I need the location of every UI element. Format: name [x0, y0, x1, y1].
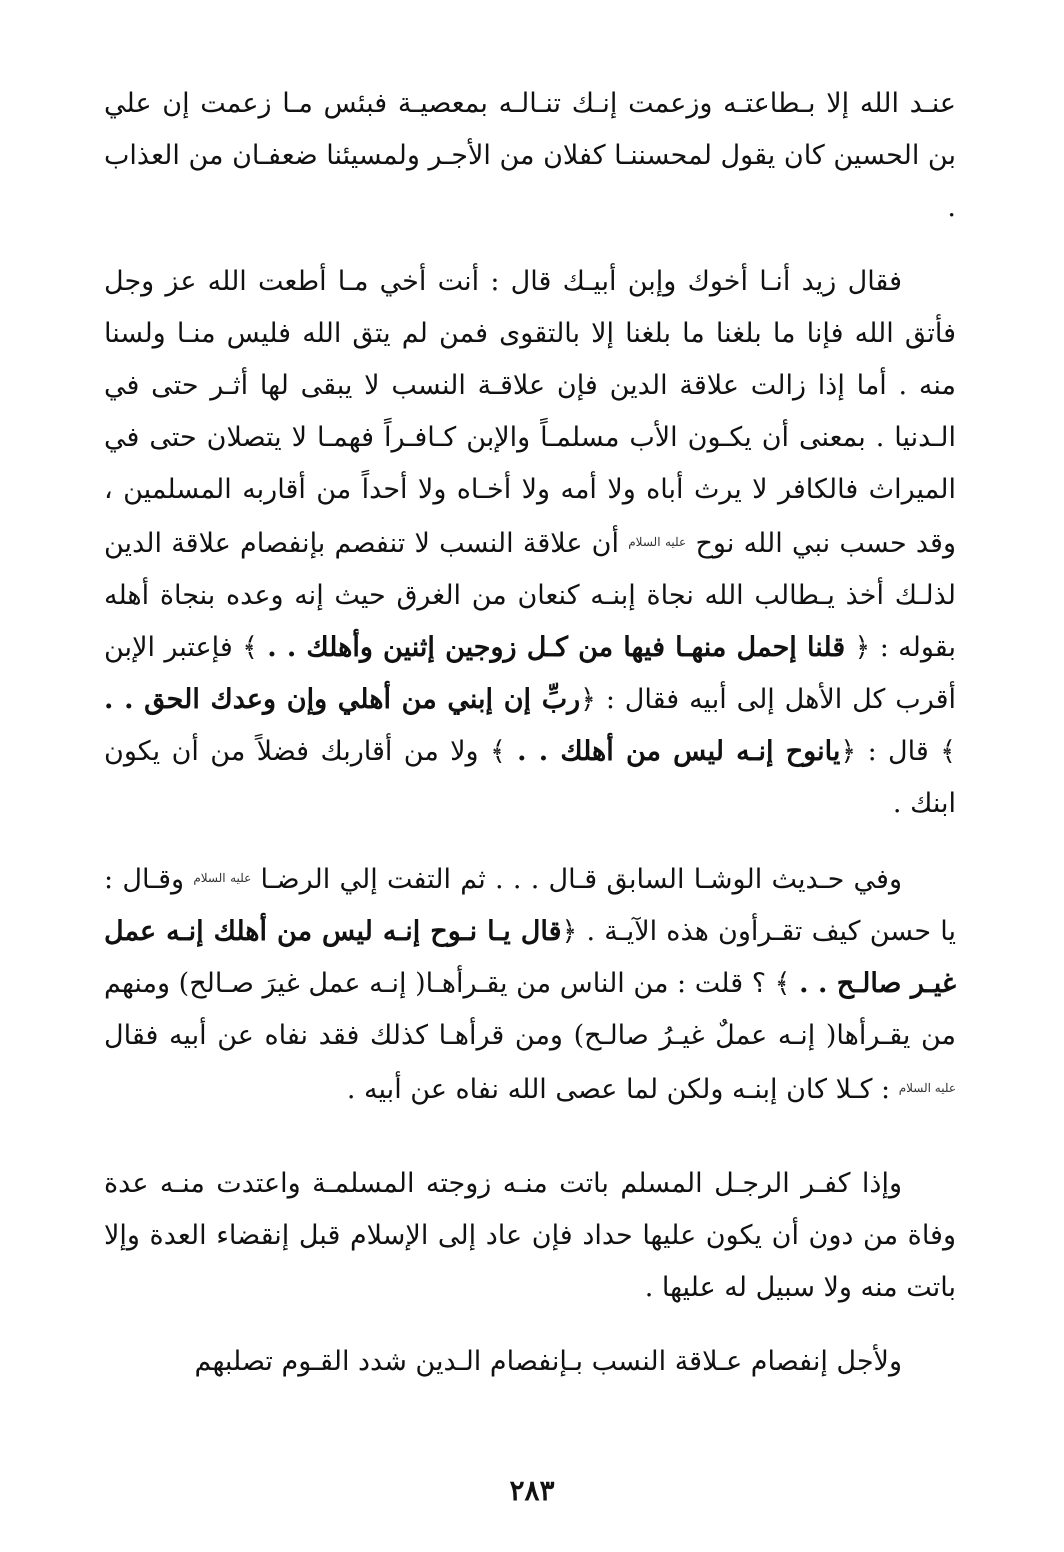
honorific-symbol: عليه السلام	[193, 871, 252, 885]
quran-quote: قال يـا نـوح إنـه ليس من أهلك إنـه عمل غيـر صالـح . .	[104, 916, 956, 999]
honorific-symbol: عليه السلام	[628, 535, 687, 549]
honorific-symbol: عليه السلام	[898, 1081, 956, 1095]
text-segment: وإذا كفـر الرجـل المسلم باتت منـه زوجته المسلمـة واعتدت منـه عدة وفاة من دون أن يكون عليها حداد فإن عاد إلى الإسلام قبل إنقضاء العدة وإلا باتت منه ولا سبيل له عليها .	[104, 1168, 956, 1303]
paragraph-1	[104, 78, 956, 234]
text-segment: وقـال : يا حسن كيف تقـرأون هذه الآيـة . ﴿	[104, 864, 956, 947]
page-number: ٢٨٣	[509, 1474, 555, 1507]
paragraph-2	[104, 256, 956, 830]
text-segment: ولأجل إنفصام عـلاقة النسب بـإنفصام الـدين شدد القـوم تصلبهم	[194, 1346, 902, 1377]
text-segment: : كـلا كان إبنـه ولكن لما عصى الله نفاه عن أبيه .	[346, 1074, 899, 1105]
page-body	[104, 78, 956, 1388]
text-segment: ﴾ فإعتبر الإبن أقرب كل الأهل إلى أبيه فقال : ﴿	[104, 632, 956, 715]
text-segment: عنـد الله إلا بـطاعتـه وزعمت إنـك تنـالـه بمعصيـة فبئس مـا زعمت إن علي بن الحسين كان يقول لمحسننـا كفلان من الأجـر ولمسيئنا ضعفـان من العذاب .	[104, 88, 956, 223]
quran-quote: ربِّ إن إبني من أهلي وإن وعدك الحق . .	[104, 684, 581, 715]
text-segment: ﴾ ولا من أقاربك فضلاً من أن يكون ابنك .	[104, 736, 956, 819]
text-segment: أن علاقة النسب لا تنفصم بإنفصام علاقة الدين لذلـك أخذ يـطالب الله نجاة إبنـه كنعان من الغرق حيث إنه وعده بنجاة أهله بقوله : ﴿	[104, 528, 956, 663]
text-segment: وفي حـديث الوشـا السابق قـال . . . ثم التفت إلي الرضـا	[251, 864, 902, 895]
text-segment: فقال زيد أنـا أخوك وإبن أبيـك قال : أنت أخي مـا أطعت الله عز وجل فأتق الله فإنا ما بلغنا ما بلغنا إلا بالتقوى فمن لم يتق الله فليس منـا ولسنا منه . أما إذا زالت علاقة الدين فإن علاقـة النسب لا يبقى لها أثـر حتى في الـدنيا . بمعنى أن يكـون الأب مسلمـاً والإبن كـافـراً فهمـا لا يتصلان حتى في الميراث فالكافر لا يرث أباه ولا أمه ولا أخـاه ولا أحداً من أقاربه المسلمين ، وقد حسب نبي الله نوح	[104, 266, 956, 559]
quran-quote: يانوح إنـه ليس من أهلك . .	[517, 736, 841, 767]
paragraph-5	[104, 1336, 956, 1388]
text-segment: ﴾ ؟ قلت : من الناس من يقـرأهـا( إنـه عمل غيرَ صـالح) ومنهم من يقـرأها( إنـه عملٌ غيـرُ صالـح) ومن قرأهـا كذلك فقد نفاه عن أبيه فقال	[104, 968, 956, 1051]
quran-quote: قلنا إحمل منهـا فيها من كـل زوجين إثنين وأهلك . .	[267, 632, 846, 663]
text-segment: ﴾ قال : ﴿	[840, 736, 956, 767]
paragraph-4	[104, 1158, 956, 1314]
paragraph-3	[104, 852, 956, 1116]
